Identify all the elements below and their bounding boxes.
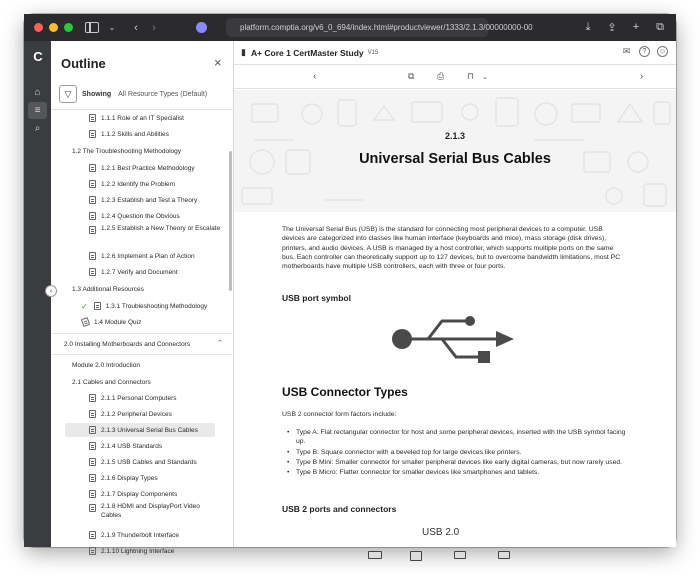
document-icon [89,164,96,172]
forward-button[interactable]: › [152,21,156,34]
outline-item[interactable]: 1.2.1 Best Practice Methodology [51,161,229,175]
chevron-down-icon[interactable]: ⌄ [482,74,488,81]
section-number: 2.1.3 [444,131,466,141]
connector-types-list [296,428,626,478]
maximize-window-button[interactable] [64,23,73,32]
outline-item[interactable]: 2.1.6 Display Types [51,471,229,485]
document-icon [89,547,96,555]
outline-item[interactable]: 2.1.7 Display Components [51,487,229,501]
section-title: Universal Serial Bus Cables [359,151,551,167]
main-content [234,41,676,547]
outline-item[interactable]: 1.2.5 Establish a New Theory or Escalate [51,225,221,247]
sidebar-toggle-icon[interactable] [85,22,99,33]
check-icon: ✓ [81,301,88,311]
document-icon [89,114,96,122]
outline-section[interactable]: 1.2 The Troubleshooting Methodology [72,147,182,155]
site-favicon-icon [196,22,207,33]
user-icon[interactable]: ☺ [658,48,667,55]
outline-item[interactable]: 1.2.6 Implement a Plan of Action [51,249,229,263]
outline-item[interactable]: 2.1.2 Peripheral Devices [51,407,229,421]
document-icon [89,474,96,482]
browser-toolbar [24,14,676,41]
app-logo[interactable]: C [33,49,43,64]
document-icon [89,268,96,276]
connector-types-heading: USB Connector Types [282,385,408,399]
book-icon: ▮ [241,47,246,57]
content-header [234,41,676,65]
outline-section[interactable]: Module 2.0 Introduction [72,361,140,369]
outline-module[interactable]: 2.0 Installing Motherboards and Connectors ⌃ [64,340,223,348]
outline-title: Outline [61,56,106,71]
header-actions [621,46,668,57]
document-icon [89,252,96,260]
home-icon[interactable]: ⌂ [34,87,41,98]
document-icon [89,490,96,498]
divider [51,354,234,355]
outline-item[interactable]: 1.4 Module Quiz [51,315,229,329]
divider [51,333,234,334]
document-icon [89,180,96,188]
outline-scrollbar[interactable] [229,151,232,291]
divider [51,109,234,110]
course-title: A+ Core 1 CertMaster Study [250,47,364,58]
outline-item[interactable]: 2.1.4 USB Standards [51,439,229,453]
outline-icon[interactable]: ≡ [28,102,47,119]
outline-item[interactable]: 1.2.3 Establish and Test a Theory [51,193,229,207]
browser-window [24,14,676,555]
back-button[interactable]: ‹ [134,21,138,34]
outline-item[interactable]: 1.2.7 Verify and Document [51,265,229,279]
list-item: • Type B Mini: Smaller connector for smaller peripheral devices like early digital cameras, but now rarely used. [296,458,626,467]
tab-overview-icon[interactable]: ⧉ [656,20,664,33]
window-controls [34,23,73,32]
document-icon [89,394,96,402]
print-icon[interactable]: ⎙ [437,71,445,81]
document-icon [89,212,96,220]
outline-section[interactable]: 2.1 Cables and Connectors [72,378,151,386]
outline-panel [51,41,234,555]
share-icon[interactable]: ⇪ [607,21,617,34]
outline-item[interactable]: 2.1.1 Personal Computers [51,391,229,405]
document-icon [89,531,96,539]
usb2-label: USB 2.0 [422,527,460,538]
usb-mini-port-icon [454,551,466,559]
browser-actions [580,19,668,35]
list-item: • Type B Micro: Flatter connector for smaller devices like smartphones and tablets. [296,468,626,477]
collapse-outline-handle[interactable]: ‹ [45,285,57,297]
next-page-button[interactable]: › [640,71,644,82]
resource-filter[interactable] [59,85,207,103]
intro-paragraph: The Universal Serial Bus (USB) is the standard for connecting most peripheral devices to a computer. USB devices are categorized into classes like human interface (keyboards and mice), mass storage (disk drives), printers, and audio devices. A USB is managed by a host controller, which supports multiple ports on the same bus. Each controller can theoretically support up to 127 devices, but to overcome bandwidth limitations, most PC motherboards have multiple USB controllers, each with three or four ports. [282,226,621,271]
outline-item[interactable]: 1.1.2 Skills and Abilities [51,127,229,141]
new-tab-icon[interactable]: + [632,21,640,33]
filter-label: Showing [82,90,112,98]
list-item: • Type A: Flat rectangular connector for host and some peripheral devices, inserted with the USB symbol facing up. [296,428,626,447]
filter-value: All Resource Types (Default) [118,90,208,98]
minimize-window-button[interactable] [49,23,58,32]
outline-item[interactable]: 2.1.10 Lightning Interface [51,544,229,558]
usb-type-a-port-icon [368,551,382,559]
outline-item[interactable]: 1.2.4 Question the Obvious [51,209,229,223]
document-icon [89,504,96,512]
outline-item[interactable]: 2.1.9 Thunderbolt Interface [51,528,229,542]
outline-item[interactable]: 2.1.8 HDMI and DisplayPort Video Cables [51,503,211,525]
usb-symbol-icon [392,311,520,375]
document-icon [89,442,96,450]
copy-icon[interactable]: ⧉ [408,71,415,81]
address-bar[interactable] [226,18,533,37]
mail-icon[interactable]: ✉ [622,46,631,56]
outline-item-current[interactable]: 2.1.3 Universal Serial Bus Cables [65,423,215,437]
port-symbol-heading: USB port symbol [282,293,351,303]
chevron-down-icon[interactable]: ⌄ [108,23,116,32]
download-icon[interactable]: ⤓ [585,20,591,33]
search-icon[interactable]: ⌕ [34,123,41,134]
usb-type-b-port-icon [410,551,422,561]
usb-micro-port-icon [498,551,510,559]
previous-page-button[interactable]: ‹ [313,71,317,82]
list-item: • Type B: Square connector with a beveled top for large devices like printers. [296,448,626,457]
outline-item[interactable]: 1.2.2 Identify the Problem [51,177,229,191]
outline-item[interactable]: 2.1.5 USB Cables and Standards [51,455,229,469]
close-icon[interactable]: × [214,55,222,70]
outline-item[interactable]: ✓ 1.3.1 Troubleshooting Methodology [81,301,208,311]
outline-item[interactable]: 1.1.1 Role of an IT Specialist [51,111,229,125]
close-window-button[interactable] [34,23,43,32]
document-icon [89,226,96,234]
connector-intro: USB 2 connector form factors include: [282,411,397,418]
help-icon[interactable]: ? [639,46,650,57]
ports-heading: USB 2 ports and connectors [282,504,397,514]
document-icon [89,458,96,466]
chevron-up-icon[interactable]: ⌃ [217,340,223,347]
filter-icon[interactable]: ▽ [59,85,77,103]
url-text: platform.comptia.org/v6_0_694/index.html#productviewer/1333/2.1.3/00000000-00 [240,23,533,32]
outline-section[interactable]: 1.3 Additional Resources [72,285,144,293]
content-toolbar [234,65,676,89]
document-icon [89,426,96,434]
bookmark-icon[interactable]: ⊓ [467,71,475,81]
document-icon [89,130,96,138]
document-icon [89,410,96,418]
document-icon [89,196,96,204]
quiz-icon [81,317,90,327]
course-version: V15 [367,49,379,56]
document-icon [94,302,101,310]
